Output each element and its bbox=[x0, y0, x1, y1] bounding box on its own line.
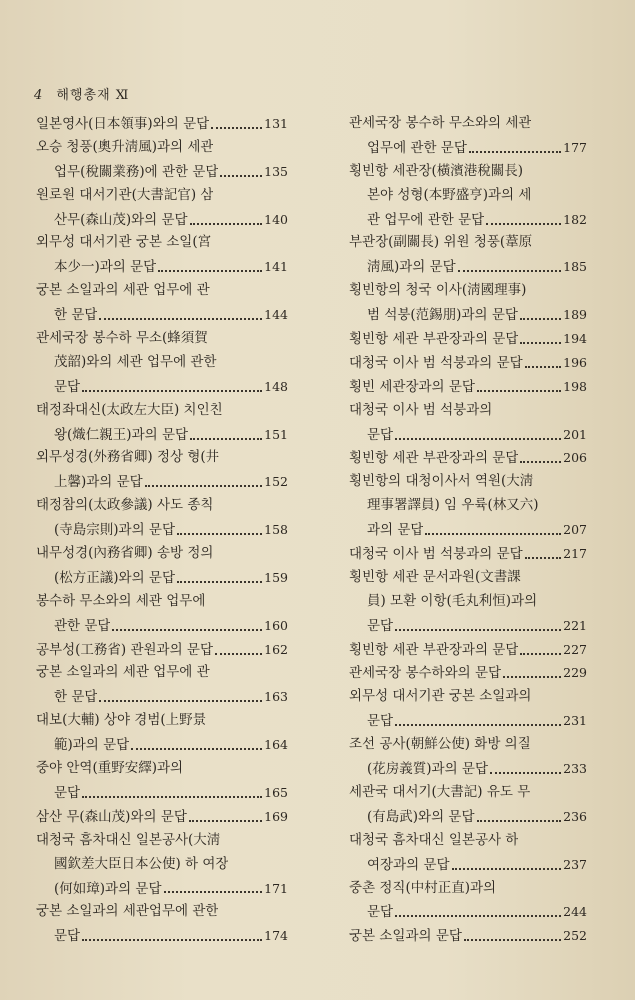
toc-entry-text: 업무(稅關業務)에 관한 문답 bbox=[54, 163, 219, 180]
toc-entry-line bbox=[349, 160, 587, 184]
toc-page-number: 182 bbox=[563, 211, 587, 227]
toc-entry-line bbox=[36, 709, 288, 733]
leader-dots bbox=[452, 868, 562, 870]
toc-page-number: 237 bbox=[563, 856, 587, 872]
toc-page-number: 135 bbox=[264, 163, 288, 179]
toc-entry-text: 대청국 이사 범 석붕과의 문답 bbox=[349, 546, 523, 563]
leader-dots bbox=[490, 772, 561, 774]
toc-page-number: 174 bbox=[264, 928, 288, 944]
toc-entry-line bbox=[349, 279, 587, 303]
page-number: 4 bbox=[34, 88, 44, 103]
toc-entry-text: (花房義質)과의 문답 bbox=[367, 761, 488, 778]
toc-entry-line bbox=[349, 685, 587, 709]
series-title: 해행총재 Ⅺ bbox=[56, 88, 130, 103]
toc-entry-text: 관세국장 봉수하 무소와의 세관 bbox=[349, 115, 532, 131]
toc-page-number: 160 bbox=[264, 617, 288, 633]
toc-page-number: 185 bbox=[563, 259, 587, 275]
toc-entry-text: 茂韶)와의 세관 업무에 관한 bbox=[54, 353, 217, 370]
toc-entry-text: 삼산 무(森山茂)와의 문답 bbox=[36, 808, 187, 825]
toc-entry-line bbox=[36, 924, 288, 948]
toc-page-number: 151 bbox=[264, 426, 288, 442]
toc-entry-line bbox=[36, 518, 288, 542]
toc-entry-line bbox=[36, 638, 288, 662]
leader-dots bbox=[177, 533, 262, 535]
toc-page-number: 196 bbox=[563, 354, 587, 370]
toc-entry-line bbox=[36, 590, 288, 614]
toc-entry-line bbox=[36, 279, 288, 303]
toc-entry-text: 산무(森山茂)와의 문답 bbox=[54, 211, 188, 228]
toc-column-right bbox=[349, 112, 587, 948]
toc-entry-text: 봉수하 무소와의 세관 업무에 bbox=[36, 592, 206, 609]
toc-entry-line bbox=[349, 590, 587, 614]
leader-dots bbox=[520, 342, 561, 344]
leader-dots bbox=[99, 318, 262, 320]
toc-entry-text: 本少一)과의 문답 bbox=[54, 259, 157, 276]
toc-entry-text: 부관장(副關長) 위원 청풍(葦原 bbox=[349, 234, 533, 251]
toc-entry-text: 외무성경(外務省卿) 정상 형(井 bbox=[36, 449, 220, 466]
leader-dots bbox=[395, 438, 561, 440]
toc-entry-text: 관 업무에 관한 문답 bbox=[367, 211, 485, 228]
toc-page-number: 221 bbox=[563, 617, 587, 633]
toc-entry-text: 한 문답 bbox=[54, 689, 98, 706]
toc-entry-text: 궁본 소일과의 세관업무에 관한 bbox=[36, 903, 219, 920]
toc-entry-text: 문답 bbox=[367, 904, 394, 921]
toc-entry-text: 대청국 이사 범 석붕과의 문답 bbox=[349, 354, 523, 371]
leader-dots bbox=[99, 700, 262, 702]
leader-dots bbox=[190, 223, 263, 225]
leader-dots bbox=[220, 175, 262, 177]
toc-entry-text: 외무성 대서기관 궁본 소일(宮 bbox=[36, 234, 212, 251]
leader-dots bbox=[189, 820, 262, 822]
toc-entry-line bbox=[36, 423, 288, 447]
leader-dots bbox=[458, 270, 561, 272]
toc-entry-line bbox=[349, 829, 587, 853]
toc-page-number: 159 bbox=[264, 569, 288, 585]
toc-entry-text: 員) 모환 이항(毛丸利恒)과의 bbox=[367, 592, 538, 609]
toc-entry-line bbox=[36, 900, 288, 924]
toc-entry-line bbox=[349, 900, 587, 924]
toc-page-number: 169 bbox=[264, 808, 288, 824]
toc-entry-text: 과의 문답 bbox=[367, 522, 424, 539]
leader-dots bbox=[177, 581, 262, 583]
toc-entry-text: 외무성 대서기관 궁본 소일과의 bbox=[349, 688, 532, 705]
toc-page-number: 252 bbox=[563, 928, 587, 944]
toc-entry-text: 궁본 소일과의 세관 업무에 관 bbox=[36, 664, 210, 681]
toc-entry-text: 淸風)과의 문답 bbox=[367, 259, 456, 276]
toc-entry-text: 궁본 소일과의 문답 bbox=[349, 928, 462, 945]
toc-entry-line bbox=[36, 399, 288, 423]
toc-entry-line bbox=[36, 184, 288, 208]
toc-entry-line bbox=[349, 231, 587, 255]
toc-page-number: 244 bbox=[563, 904, 587, 920]
leader-dots bbox=[525, 366, 561, 368]
toc-page-number: 165 bbox=[264, 784, 288, 800]
toc-entry-text: 대청국 이사 범 석붕과의 bbox=[349, 401, 493, 418]
toc-page-number: 148 bbox=[264, 378, 288, 394]
toc-entry-line bbox=[36, 661, 288, 685]
toc-entry-text: (何如璋)과의 문답 bbox=[54, 880, 162, 897]
toc-entry-text: (寺島宗則)과의 문답 bbox=[54, 522, 175, 539]
toc-page-number: 198 bbox=[563, 378, 587, 394]
toc-entry-text: 횡빈항의 청국 이사(淸國理事) bbox=[349, 282, 527, 299]
toc-entry-line bbox=[349, 542, 587, 566]
toc-entry-line bbox=[36, 805, 288, 829]
toc-entry-text: 횡빈항 세관 문서과원(文書課 bbox=[349, 568, 521, 585]
toc-entry-line bbox=[36, 877, 288, 901]
toc-entry-text: (有島武)와의 문답 bbox=[367, 808, 475, 825]
toc-entry-text: 문답 bbox=[54, 378, 81, 395]
toc-entry-text: 업무에 관한 문답 bbox=[367, 139, 467, 156]
toc-entry-text: 문답 bbox=[367, 426, 394, 443]
toc-entry-text: 관세국장 봉수하 무소(蜂須賀 bbox=[36, 330, 208, 347]
toc-entry-line bbox=[349, 327, 587, 351]
toc-entry-text: 중촌 정직(中村正直)과의 bbox=[349, 879, 497, 896]
toc-entry-line bbox=[36, 685, 288, 709]
toc-entry-text: 範)과의 문답 bbox=[54, 737, 130, 754]
toc-entry-text: 범 석붕(范錫朋)과의 문답 bbox=[367, 307, 518, 324]
toc-entry-line bbox=[349, 375, 587, 399]
toc-entry-text: 관세국장 봉수하와의 문답 bbox=[349, 665, 502, 682]
toc-page-number: 207 bbox=[563, 522, 587, 538]
toc-entry-text: 國欽差大臣日本公使) 하 여장 bbox=[54, 855, 229, 872]
toc-entry-text: 대보(大輔) 상야 경범(上野景 bbox=[36, 712, 207, 729]
toc-entry-line bbox=[349, 494, 587, 518]
toc-entry-text: 횡빈 세관장과의 문답 bbox=[349, 378, 475, 395]
toc-entry-line bbox=[349, 853, 587, 877]
toc-page-number: 131 bbox=[264, 116, 288, 131]
toc-entry-text: 오승 청풍(奧升淸風)과의 세관 bbox=[36, 138, 214, 155]
toc-page-number: 144 bbox=[264, 307, 288, 323]
toc-entry-text: 횡빈항 세관 부관장과의 문답 bbox=[349, 450, 519, 467]
toc-entry-line bbox=[36, 327, 288, 351]
leader-dots bbox=[145, 485, 262, 487]
toc-page-number: 217 bbox=[563, 546, 587, 562]
toc-entry-line bbox=[36, 351, 288, 375]
toc-entry-line bbox=[36, 494, 288, 518]
toc-entry-line bbox=[349, 733, 587, 757]
toc-entry-text: 왕(熾仁親王)과의 문답 bbox=[54, 426, 189, 443]
toc-page-number: 227 bbox=[563, 641, 587, 657]
toc-page-number: 206 bbox=[563, 450, 587, 466]
toc-entry-text: 上馨)과의 문답 bbox=[54, 474, 143, 491]
toc-entry-line bbox=[349, 399, 587, 423]
leader-dots bbox=[215, 653, 262, 655]
leader-dots bbox=[477, 820, 562, 822]
toc-entry-text: 관한 문답 bbox=[54, 617, 111, 634]
toc-entry-line bbox=[36, 470, 288, 494]
toc-entry-line bbox=[36, 231, 288, 255]
toc-entry-text: 문답 bbox=[367, 713, 394, 730]
toc-page-number: 152 bbox=[264, 474, 288, 490]
running-header bbox=[34, 84, 129, 103]
leader-dots bbox=[469, 151, 561, 153]
toc-entry-line bbox=[36, 112, 288, 136]
toc-entry-line bbox=[349, 518, 587, 542]
toc-entry-line bbox=[349, 661, 587, 685]
leader-dots bbox=[395, 915, 561, 917]
toc-entry-line bbox=[349, 351, 587, 375]
toc-entry-line bbox=[36, 757, 288, 781]
toc-entry-text: 理事署譯員) 임 우륙(林又六) bbox=[367, 497, 539, 514]
toc-entry-line bbox=[349, 781, 587, 805]
leader-dots bbox=[190, 438, 262, 440]
toc-entry-text: 횡빈항 세관 부관장과의 문답 bbox=[349, 641, 519, 658]
toc-entry-text: 횡빈항 세관장(橫濱港稅關長) bbox=[349, 162, 524, 179]
toc-entry-line bbox=[36, 303, 288, 327]
toc-entry-text: 공부성(工務省) 관원과의 문답 bbox=[36, 641, 213, 658]
leader-dots bbox=[82, 390, 262, 392]
toc-entry-text: 중야 안역(重野安繹)과의 bbox=[36, 760, 184, 777]
toc-entry-line bbox=[349, 638, 587, 662]
toc-entry-text: 한 문답 bbox=[54, 307, 98, 324]
toc-entry-text: 횡빈항 세관 부관장과의 문답 bbox=[349, 331, 519, 348]
toc-entry-text: 대청국 흠차대신 일본공사(大淸 bbox=[36, 831, 221, 848]
toc-page-number: 236 bbox=[563, 808, 587, 824]
toc-entry-text: 조선 공사(朝鮮公使) 화방 의질 bbox=[349, 736, 531, 753]
toc-entry-line bbox=[349, 757, 587, 781]
toc-entry-line bbox=[36, 566, 288, 590]
toc-page-number: 229 bbox=[563, 665, 587, 681]
toc-entry-line bbox=[36, 829, 288, 853]
toc-page-number: 140 bbox=[264, 211, 288, 227]
toc-page-number: 164 bbox=[264, 737, 288, 753]
toc-entry-text: 세관국 대서기(大書記) 유도 무 bbox=[349, 783, 531, 800]
leader-dots bbox=[525, 557, 561, 559]
toc-entry-line bbox=[349, 136, 587, 160]
toc-entry-line bbox=[349, 924, 587, 948]
toc-entry-line bbox=[349, 184, 587, 208]
toc-entry-line bbox=[36, 208, 288, 232]
toc-entry-text: 본야 성형(本野盛亨)과의 세 bbox=[367, 186, 532, 203]
toc-entry-text: (松方正議)와의 문답 bbox=[54, 569, 175, 586]
leader-dots bbox=[477, 390, 561, 392]
toc-entry-text: 내무성경(內務省卿) 송방 정의 bbox=[36, 545, 214, 562]
leader-dots bbox=[395, 724, 561, 726]
toc-page-number: 163 bbox=[264, 689, 288, 705]
toc-entry-text: 횡빈항의 대청이사서 역원(大淸 bbox=[349, 473, 534, 490]
leader-dots bbox=[503, 676, 561, 678]
toc-entry-line bbox=[349, 877, 587, 901]
toc-entry-line bbox=[349, 709, 587, 733]
leader-dots bbox=[464, 939, 561, 941]
toc-entry-text: 문답 bbox=[54, 784, 81, 801]
toc-column-left bbox=[36, 112, 288, 948]
toc-page-number: 194 bbox=[563, 331, 587, 347]
toc-entry-text: 문답 bbox=[367, 617, 394, 634]
toc-entry-text: 궁본 소일과의 세관 업무에 관 bbox=[36, 282, 210, 299]
toc-page-number: 141 bbox=[264, 259, 288, 275]
toc-page-number: 231 bbox=[563, 713, 587, 729]
toc-entry-line bbox=[349, 423, 587, 447]
toc-page-number: 158 bbox=[264, 522, 288, 538]
toc-entry-line bbox=[349, 255, 587, 279]
leader-dots bbox=[164, 891, 263, 893]
leader-dots bbox=[82, 796, 262, 798]
toc-entry-line bbox=[349, 566, 587, 590]
toc-entry-line bbox=[349, 208, 587, 232]
toc-entry-line bbox=[349, 446, 587, 470]
toc-entry-line bbox=[36, 446, 288, 470]
toc-page-number: 162 bbox=[264, 641, 288, 657]
toc-page-number: 177 bbox=[563, 139, 587, 155]
toc-entry-line bbox=[36, 614, 288, 638]
leader-dots bbox=[131, 748, 262, 750]
toc-page-number: 233 bbox=[563, 761, 587, 777]
toc-entry-line bbox=[36, 375, 288, 399]
toc-entry-text: 문답 bbox=[54, 928, 81, 945]
toc-entry-text: 여장과의 문답 bbox=[367, 856, 450, 873]
leader-dots bbox=[211, 127, 262, 129]
toc-entry-line bbox=[36, 781, 288, 805]
toc-entry-line bbox=[36, 853, 288, 877]
toc-entry-line bbox=[36, 160, 288, 184]
toc-entry-text: 원로원 대서기관(大書記官) 삼 bbox=[36, 186, 214, 203]
toc-entry-text: 태정좌대신(太政左大臣) 치인친 bbox=[36, 401, 223, 418]
leader-dots bbox=[112, 629, 262, 631]
toc-page-number: 201 bbox=[563, 426, 587, 442]
leader-dots bbox=[520, 318, 561, 320]
leader-dots bbox=[158, 270, 262, 272]
toc-entry-line bbox=[349, 805, 587, 829]
toc-entry-line bbox=[349, 303, 587, 327]
toc-entry-text: 태정참의(太政參議) 사도 종칙 bbox=[36, 497, 214, 514]
toc-entry-line bbox=[349, 470, 587, 494]
toc-entry-line bbox=[349, 112, 587, 136]
toc-entry-line bbox=[36, 542, 288, 566]
toc-entry-line bbox=[36, 255, 288, 279]
leader-dots bbox=[520, 461, 561, 463]
toc-entry-line bbox=[349, 614, 587, 638]
toc-page-number: 189 bbox=[563, 307, 587, 323]
toc-entry-line bbox=[36, 733, 288, 757]
leader-dots bbox=[395, 629, 561, 631]
leader-dots bbox=[520, 653, 561, 655]
toc-entry-text: 일본영사(日本領事)와의 문답 bbox=[36, 116, 210, 132]
leader-dots bbox=[82, 939, 262, 941]
leader-dots bbox=[425, 533, 561, 535]
toc-page-number: 171 bbox=[264, 880, 288, 896]
toc-entry-text: 대청국 흠차대신 일본공사 하 bbox=[349, 831, 519, 848]
leader-dots bbox=[486, 223, 561, 225]
toc-entry-line bbox=[36, 136, 288, 160]
